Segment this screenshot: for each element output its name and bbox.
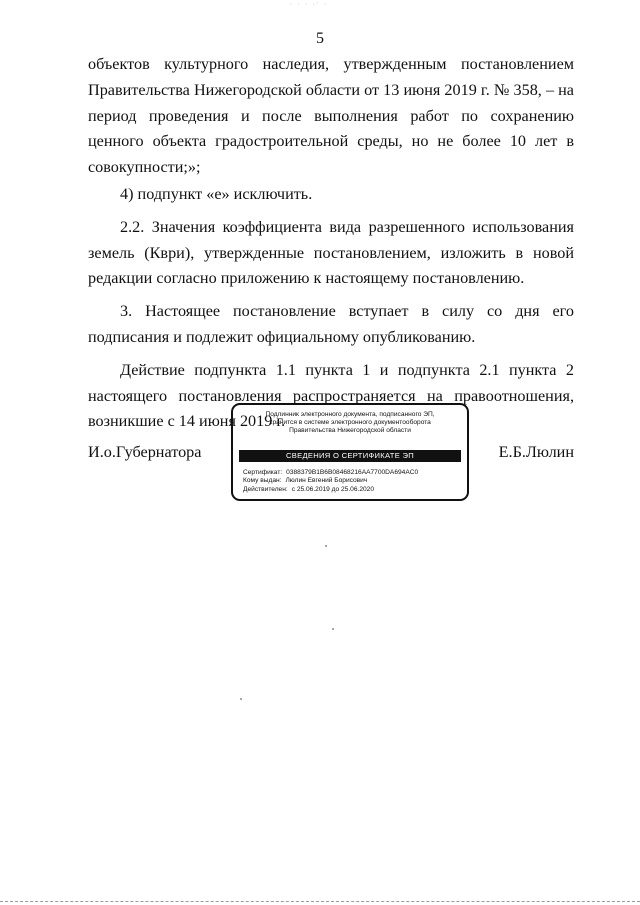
issued-to-label: Кому выдан: [243,477,282,485]
stamp-header-line: Подлинник электронного документа, подписанного ЭП, [265,411,435,418]
stamp-header-line: хранится в системе электронного документооборота [269,419,431,427]
stamp-header [233,411,467,436]
valid-label: Действителен: [243,485,288,493]
scan-dot [325,545,327,547]
scan-specks: · · · ·˙ · [290,2,328,8]
issued-to-value: Люлин Евгений Борисович [285,477,368,485]
certificate-label: Сертификат: [243,469,283,476]
electronic-signature-stamp [231,403,469,501]
stamp-certificate-bar: СВЕДЕНИЯ О СЕРТИФИКАТЕ ЭП [239,450,461,462]
stamp-validity-row [243,486,418,494]
paragraph-effect: Действие подпункта 1.1 пункта 1 и подпункта 2.1 пункта 2 настоящего постановления распространяется на правоотношения, возникшие с 14 июня 2019 г. [88,360,574,431]
paragraph-3: 3. Настоящее постановление вступает в силу со дня его подписания и подлежит официальному опубликованию. [88,302,574,346]
paragraph-2-2: 2.2. Значения коэффициента вида разрешенного использования земель (Кври), утвержденные постановлением, изложить в новой редакции согласно приложению к настоящему постановлению. [88,217,574,288]
scan-bottom-edge [0,900,640,902]
scan-dot [332,628,334,630]
stamp-details [243,469,418,494]
signatory-title: И.о.Губернатора [88,443,202,461]
document-body [88,52,574,435]
paragraph-subitem-e: 4) подпункт «е» исключить. [120,184,313,203]
paragraph-continuation: объектов культурного наследия, утвержденным постановлением Правительства Нижегородской области от 13 июня 2019 г. № 358, – на период проведения и после выполнения работ по сохранению ценного объекта градостроительной среды, но не более 10 лет в совокупности;»; [88,55,574,177]
page-number: 5 [316,30,324,47]
scan-dot [240,698,242,700]
valid-value: с 25.06.2019 до 25.06.2020 [291,485,375,493]
certificate-value: 0388379B1B6B08468216AA7700DA694AC0 [286,469,419,476]
signatory-name: Е.Б.Люлин [498,443,574,461]
stamp-header-line: Правительства Нижегородской области [289,427,411,435]
stamp-issued-to-row [243,477,418,485]
